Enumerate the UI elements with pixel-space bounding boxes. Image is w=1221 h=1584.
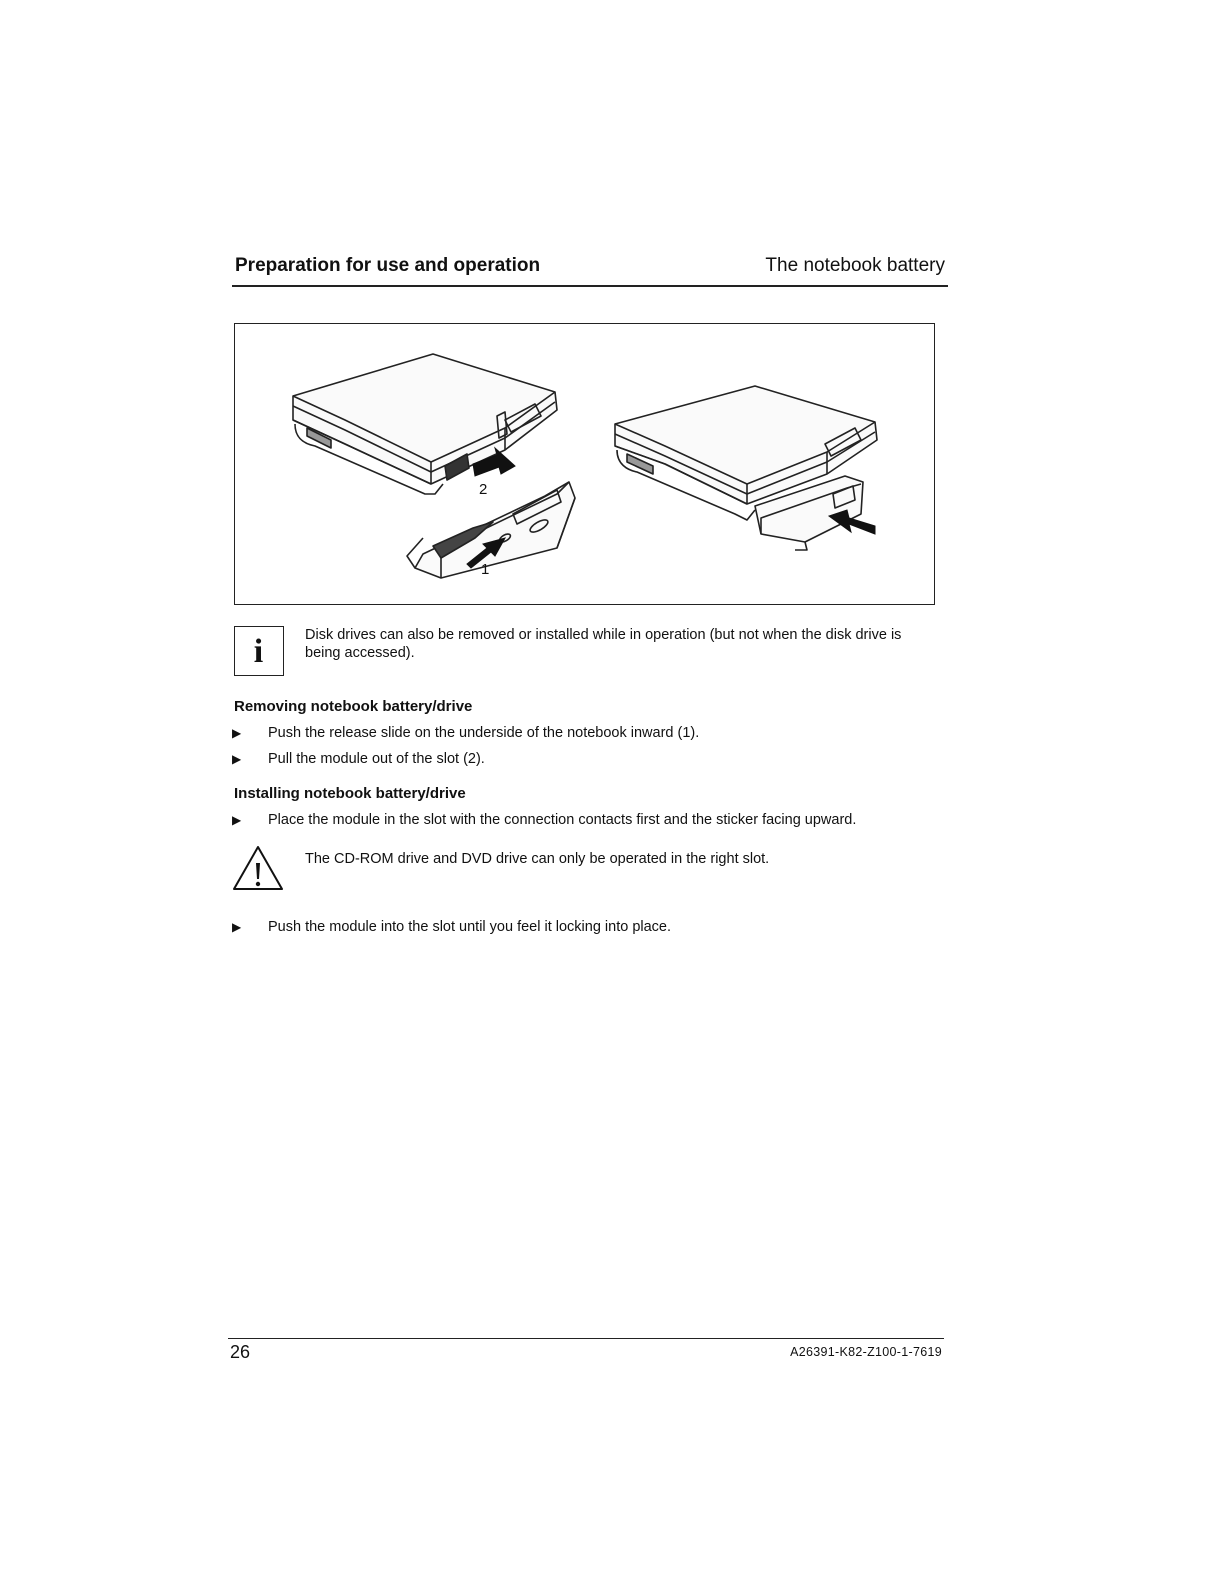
topic-title: The notebook battery bbox=[765, 255, 945, 276]
footer-divider bbox=[228, 1338, 944, 1339]
bullet-arrow-icon: ▶ bbox=[232, 920, 242, 934]
page-number: 26 bbox=[230, 1342, 251, 1362]
bullet-arrow-icon: ▶ bbox=[232, 752, 242, 766]
step-text: Push the module into the slot until you feel it locking into place. bbox=[268, 919, 672, 935]
left-notebook-drawing bbox=[293, 354, 557, 494]
callout-1: 1 bbox=[481, 561, 490, 578]
installing-heading: Installing notebook battery/drive bbox=[234, 785, 466, 802]
step-text: Push the release slide on the underside of the notebook inward (1). bbox=[268, 725, 700, 741]
info-icon bbox=[234, 626, 284, 676]
left-battery-module-drawing bbox=[407, 482, 575, 578]
page-header bbox=[235, 255, 947, 287]
info-note-text: Disk drives can also be removed or installed while in operation (but not when the disk drive is being accessed). bbox=[305, 627, 902, 661]
step-text: Pull the module out of the slot (2). bbox=[268, 751, 485, 767]
document-code: A26391-K82-Z100-1-7619 bbox=[790, 1345, 942, 1359]
bullet-arrow-icon: ▶ bbox=[232, 726, 242, 740]
header-divider bbox=[232, 285, 948, 287]
warning-triangle-icon bbox=[230, 843, 286, 893]
callout-2: 2 bbox=[479, 481, 488, 498]
notebook-illustration bbox=[235, 324, 935, 604]
bullet-arrow-icon: ▶ bbox=[232, 813, 242, 827]
section-title: Preparation for use and operation bbox=[235, 255, 541, 276]
battery-removal-illustration bbox=[234, 323, 935, 605]
right-notebook-drawing bbox=[615, 386, 877, 550]
warning-text: The CD-ROM drive and DVD drive can only be operated in the right slot. bbox=[305, 851, 770, 867]
info-glyph: i bbox=[253, 633, 264, 670]
step-text: Place the module in the slot with the connection contacts first and the sticker facing upward. bbox=[268, 812, 857, 828]
removing-heading: Removing notebook battery/drive bbox=[234, 698, 473, 715]
